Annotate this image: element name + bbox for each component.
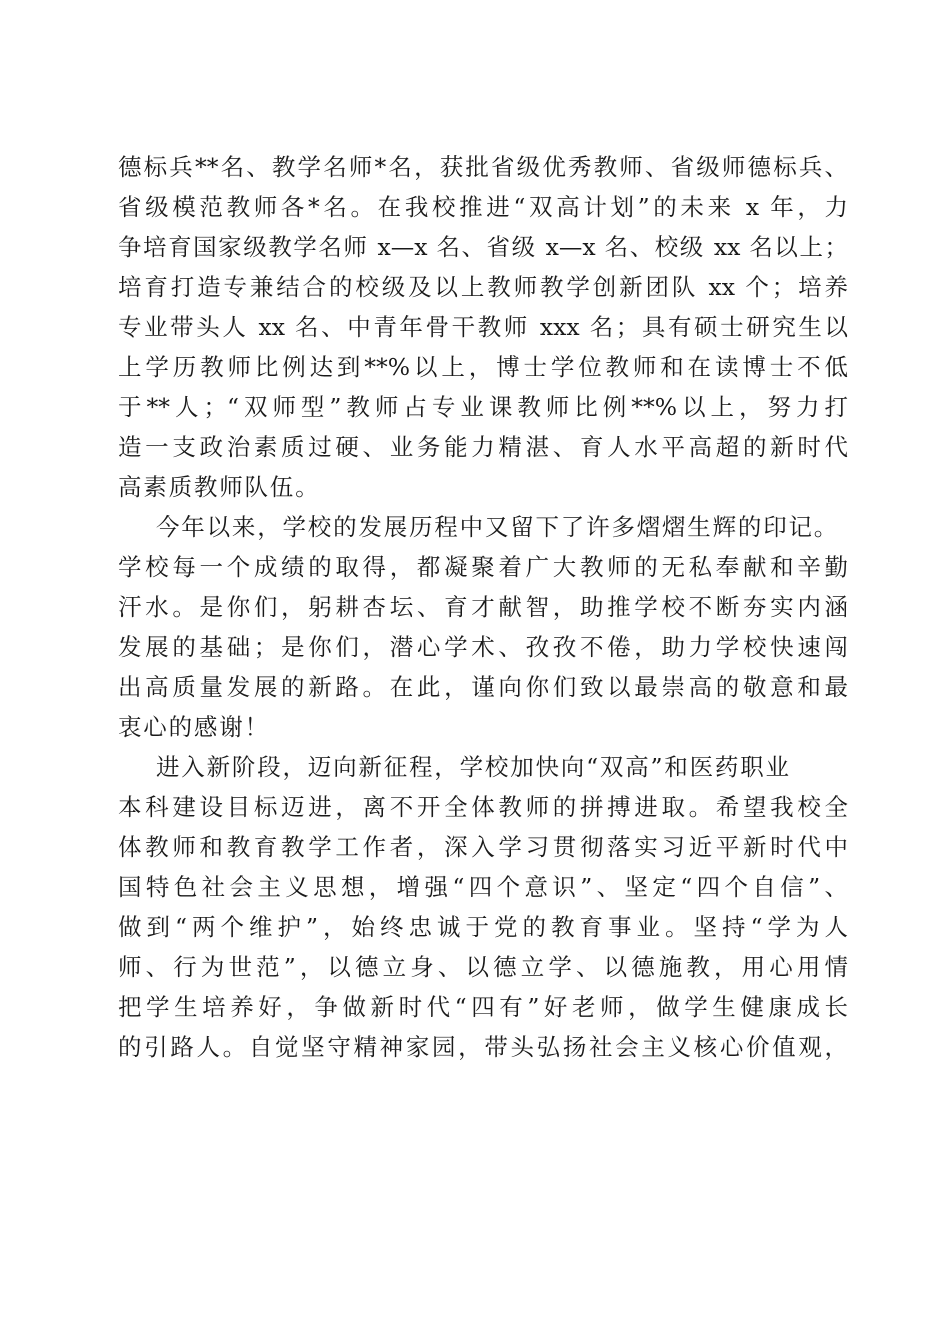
document-body [118,147,848,1067]
text-line: 争培育国家级教学名师 x—x 名、省级 x—x 名、校级 xx 名以上； [118,233,848,261]
text-line: 把学生培养好，争做新时代“四有”好老师，做学生健康成长 [118,993,848,1021]
paragraph-first-line: 进入新阶段，迈向新征程，学校加快向“双高”和医药职业 [156,753,791,781]
text-line: 省级模范教师各*名。在我校推进“双高计划”的未来 x 年，力 [118,193,848,221]
text-line: 国特色社会主义思想，增强“四个意识”、坚定“四个自信”、 [118,873,848,901]
text-line: 师、行为世范”，以德立身、以德立学、以德施教，用心用情 [118,953,848,981]
text-line: 出高质量发展的新路。在此，谨向你们致以最崇高的敬意和最 [118,673,848,701]
paragraph-first-line: 今年以来，学校的发展历程中又留下了许多熠熠生辉的印记。 [156,513,840,541]
text-line: 的引路人。自觉坚守精神家园，带头弘扬社会主义核心价值观， [118,1033,848,1061]
text-line: 学校每一个成绩的取得，都凝聚着广大教师的无私奉献和辛勤 [118,553,848,581]
text-line: 汗水。是你们，躬耕杏坛、育才献智，助推学校不断夯实内涵 [118,593,848,621]
text-line: 培育打造专兼结合的校级及以上教师教学创新团队 xx 个；培养 [118,273,848,301]
text-line: 造一支政治素质过硬、业务能力精湛、育人水平高超的新时代 [118,433,848,461]
text-line: 于**人；“双师型”教师占专业课教师比例**%以上，努力打 [118,393,848,421]
text-line: 做到“两个维护”，始终忠诚于党的教育事业。坚持“学为人 [118,913,848,941]
text-line: 体教师和教育教学工作者，深入学习贯彻落实习近平新时代中 [118,833,848,861]
text-line: 发展的基础；是你们，潜心学术、孜孜不倦，助力学校快速闯 [118,633,848,661]
text-line: 专业带头人 xx 名、中青年骨干教师 xxx 名；具有硕士研究生以 [118,313,848,341]
text-line: 本科建设目标迈进，离不开全体教师的拼搏进取。希望我校全 [118,793,848,821]
text-line: 德标兵**名、教学名师*名，获批省级优秀教师、省级师德标兵、 [118,153,848,181]
text-line: 上学历教师比例达到**%以上，博士学位教师和在读博士不低 [118,353,848,381]
text-line: 衷心的感谢！ [118,713,270,741]
text-line: 高素质教师队伍。 [118,473,321,501]
